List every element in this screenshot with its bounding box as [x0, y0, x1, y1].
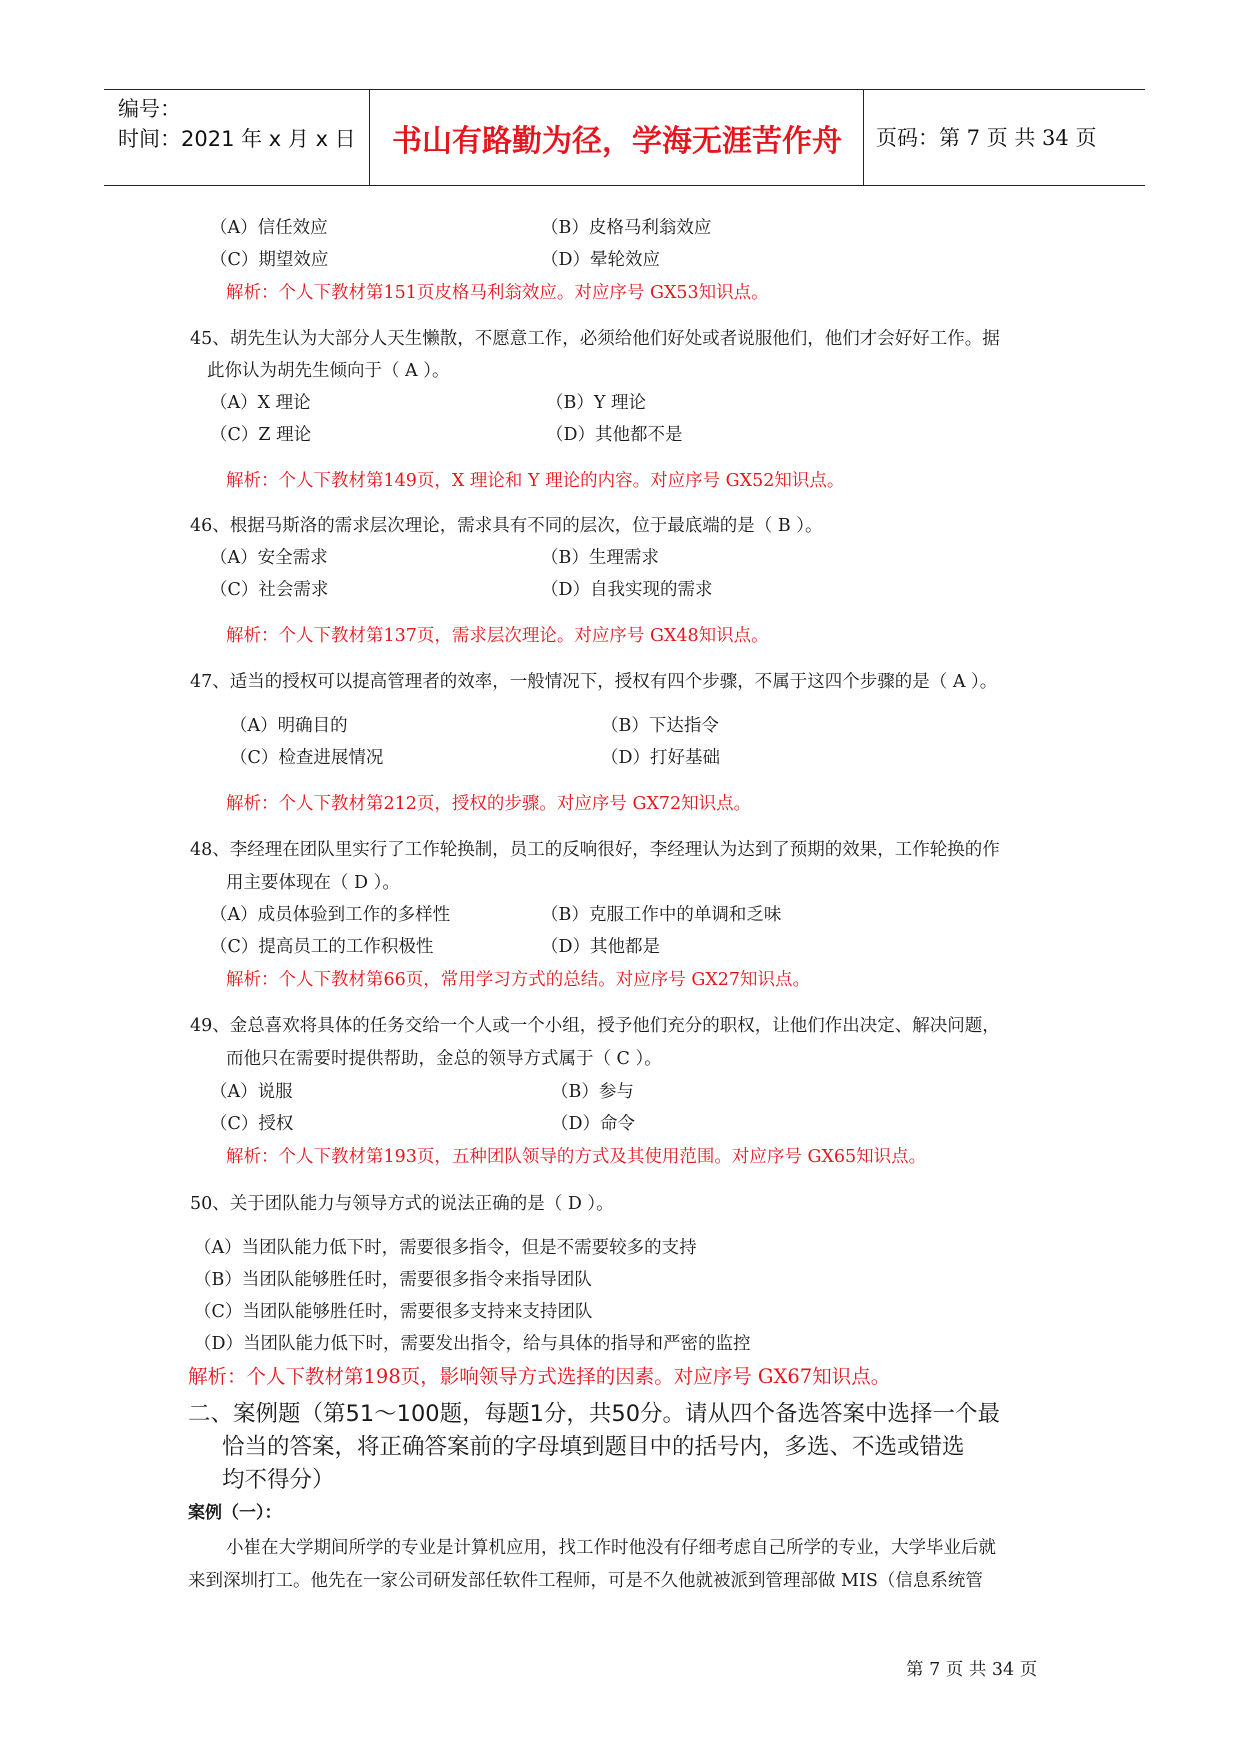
option-c: （C）当团队能够胜任时，需要很多支持来支持团队 [194, 1302, 593, 1322]
option-c: （C）社会需求 [210, 580, 329, 600]
section-heading: 均不得分） [222, 1467, 335, 1493]
option-c: （C）提高员工的工作积极性 [210, 937, 434, 957]
time-line: 时间：2021 年 x 月 x 日 [118, 127, 356, 151]
question-text: 48、李经理在团队里实行了工作轮换制，员工的反响很好，李经理认为达到了预期的效果，工作轮换的作 [190, 840, 1000, 860]
option-b: （B）下达指令 [601, 716, 719, 736]
page-header [104, 89, 1145, 186]
option-b: （B）克服工作中的单调和乏味 [541, 905, 782, 925]
section-heading: 恰当的答案，将正确答案前的字母填到题目中的括号内，多选、不选或错选 [222, 1434, 965, 1460]
option-c: （C）检查进展情况 [230, 748, 384, 768]
option-b: （B）生理需求 [541, 548, 659, 568]
analysis: 解析：个人下教材第212页，授权的步骤。对应序号 GX72知识点。 [226, 794, 752, 814]
option-b: （B）参与 [551, 1082, 634, 1102]
analysis: 解析：个人下教材第137页，需求层次理论。对应序号 GX48知识点。 [226, 626, 769, 646]
section-heading: 二、案例题（第51～100题，每题1分，共50分。请从四个备选答案中选择一个最 [188, 1401, 1001, 1427]
header-divider [863, 90, 864, 185]
option-a: （A）明确目的 [230, 716, 348, 736]
option-c: （C）Z 理论 [210, 425, 312, 445]
option-b: （B）皮格马利翁效应 [541, 218, 712, 238]
option-c: （C）期望效应 [210, 250, 329, 270]
option-b: （B）当团队能够胜任时，需要很多指令来指导团队 [194, 1270, 592, 1290]
analysis: 解析：个人下教材第198页，影响领导方式选择的因素。对应序号 GX67知识点。 [188, 1365, 891, 1388]
case-title: 案例（一）： [188, 1503, 282, 1523]
analysis: 解析：个人下教材第66页，常用学习方式的总结。对应序号 GX27知识点。 [226, 970, 811, 990]
case-text: 来到深圳打工。他先在一家公司研发部任软件工程师，可是不久他就被派到管理部做 MIS（信息系统管 [188, 1571, 983, 1591]
number-label: 编号： [118, 97, 181, 121]
header-page-info: 页码：第 7 页 共 34 页 [876, 126, 1097, 150]
question-text: 此你认为胡先生倾向于（ A ）。 [207, 361, 450, 381]
question-text: 50、关于团队能力与领导方式的说法正确的是（ D ）。 [190, 1194, 614, 1214]
option-d: （D）自我实现的需求 [541, 580, 713, 600]
option-b: （B）Y 理论 [546, 393, 646, 413]
question-text: 47、适当的授权可以提高管理者的效率，一般情况下，授权有四个步骤，不属于这四个步骤的是（ A ）。 [190, 672, 998, 692]
option-a: （A）X 理论 [210, 393, 311, 413]
question-text: 用主要体现在（ D ）。 [226, 873, 400, 893]
header-motto: 书山有路勤为径，学海无涯苦作舟 [392, 124, 842, 159]
analysis: 解析：个人下教材第193页，五种团队领导的方式及其使用范围。对应序号 GX65知识点。 [226, 1147, 927, 1167]
option-a: （A）信任效应 [210, 218, 328, 238]
option-d: （D）其他都是 [541, 937, 661, 957]
option-a: （A）说服 [210, 1082, 293, 1102]
option-d: （D）打好基础 [601, 748, 721, 768]
analysis: 解析：个人下教材第151页皮格马利翁效应。对应序号 GX53知识点。 [226, 283, 769, 303]
option-a: （A）安全需求 [210, 548, 328, 568]
option-d: （D）其他都不是 [546, 425, 683, 445]
question-text: 而他只在需要时提供帮助，金总的领导方式属于（ C ）。 [226, 1049, 662, 1069]
question-text: 46、根据马斯洛的需求层次理论，需求具有不同的层次，位于最底端的是（ B ）。 [190, 516, 823, 536]
option-d: （D）命令 [551, 1114, 636, 1134]
page-footer: 第 7 页 共 34 页 [906, 1660, 1038, 1680]
option-a: （A）当团队能力低下时，需要很多指令，但是不需要较多的支持 [194, 1238, 697, 1258]
header-meta [118, 94, 356, 154]
question-text: 45、胡先生认为大部分人天生懒散，不愿意工作，必须给他们好处或者说服他们，他们才会好好工作。据 [190, 329, 1000, 349]
option-d: （D）当团队能力低下时，需要发出指令，给与具体的指导和严密的监控 [194, 1334, 751, 1354]
option-a: （A）成员体验到工作的多样性 [210, 905, 451, 925]
option-d: （D）晕轮效应 [541, 250, 661, 270]
question-text: 49、金总喜欢将具体的任务交给一个人或一个小组，授予他们充分的职权，让他们作出决定、解决问题， [190, 1016, 1000, 1036]
case-text: 小崔在大学期间所学的专业是计算机应用，找工作时他没有仔细考虑自己所学的专业，大学毕业后就 [226, 1538, 996, 1558]
analysis: 解析：个人下教材第149页，X 理论和 Y 理论的内容。对应序号 GX52知识点。 [226, 471, 845, 491]
option-c: （C）授权 [210, 1114, 294, 1134]
